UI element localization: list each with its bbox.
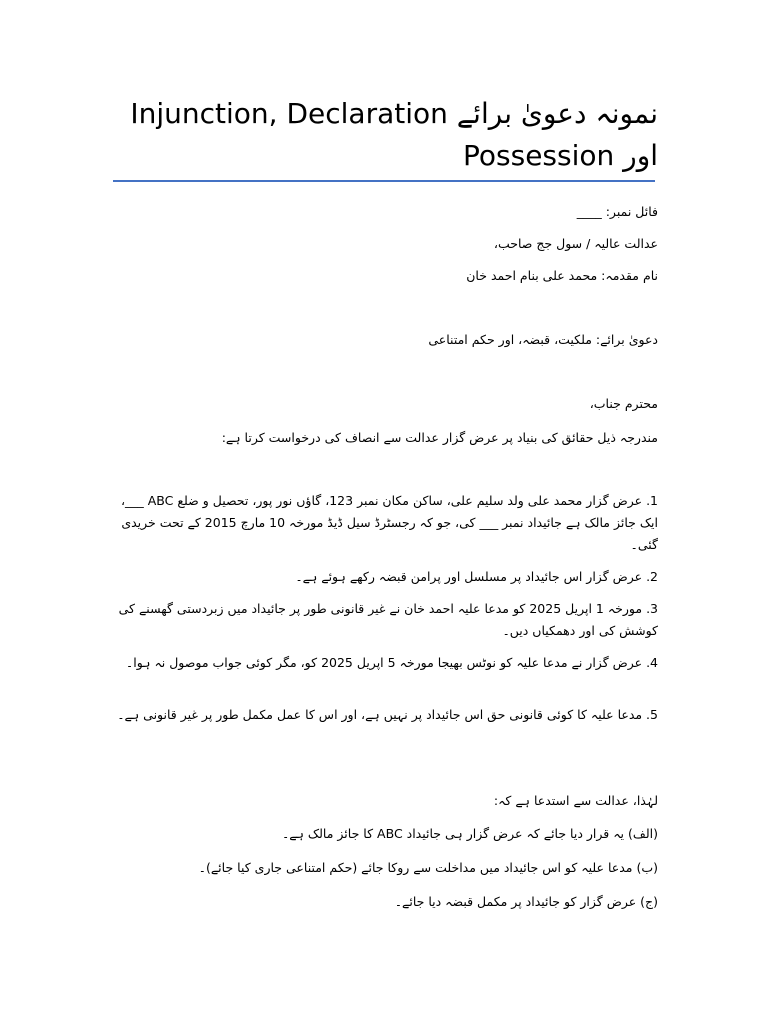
subject-line: دعویٰ برائے: ملکیت، قبضہ، اور حکم امتناعی <box>428 332 658 347</box>
prayer-item-bay: (ب) مدعا علیہ کو اس جائیداد میں مداخلت سے روکا جائے (حکم امتناعی جاری کیا جائے)۔ <box>198 860 658 875</box>
fact-item-3: 3. مورخہ 1 اپریل 2025 کو مدعا علیہ احمد خان نے غیر قانونی طور پر جائیداد میں زبردستی گھسنے کی کوشش کی اور دھمکیاں دیں۔ <box>118 601 658 638</box>
prayer-intro: لہٰذا، عدالت سے استدعا ہے کہ: <box>493 793 658 808</box>
addressee: عدالت عالیہ / سول جج صاحب، <box>493 236 658 251</box>
intro-paragraph: مندرجہ ذیل حقائق کی بنیاد پر عرض گزار عدالت سے انصاف کی درخواست کرتا ہے: <box>221 430 658 445</box>
file-number: فائل نمبر: ____ <box>576 204 658 219</box>
document-title: نمونہ دعویٰ برائے Injunction, Declaration اور Possession <box>130 97 658 172</box>
fact-item-5: 5. مدعا علیہ کا کوئی قانونی حق اس جائیداد پر نہیں ہے، اور اس کا عمل مکمل طور پر غیر قانونی ہے۔ <box>117 707 658 722</box>
case-name: نام مقدمہ: محمد علی بنام احمد خان <box>466 268 658 283</box>
fact-item-2: 2. عرض گزار اس جائیداد پر مسلسل اور پرامن قبضہ رکھے ہوئے ہے۔ <box>295 569 658 584</box>
salutation: محترم جناب، <box>589 396 658 411</box>
fact-item-1: 1. عرض گزار محمد علی ولد سلیم علی، ساکن مکان نمبر 123، گاؤں نور پور، تحصیل و ضلع ABC ___، ایک جائز مالک ہے جائیداد نمبر ___ کی، جو کہ رجسٹرڈ سیل ڈیڈ مورخہ 10 مارچ 2015 کے تحت خریدی گئی۔ <box>120 493 658 552</box>
prayer-item-alif: (الف) یہ قرار دیا جائے کہ عرض گزار ہی جائیداد ABC کا جائز مالک ہے۔ <box>281 826 658 841</box>
prayer-item-jeem: (ج) عرض گزار کو جائیداد پر مکمل قبضہ دیا جائے۔ <box>394 894 658 909</box>
title-underline <box>113 180 655 182</box>
fact-item-4: 4. عرض گزار نے مدعا علیہ کو نوٹس بھیجا مورخہ 5 اپریل 2025 کو، مگر کوئی جواب موصول نہ ہوا۔ <box>125 655 658 670</box>
